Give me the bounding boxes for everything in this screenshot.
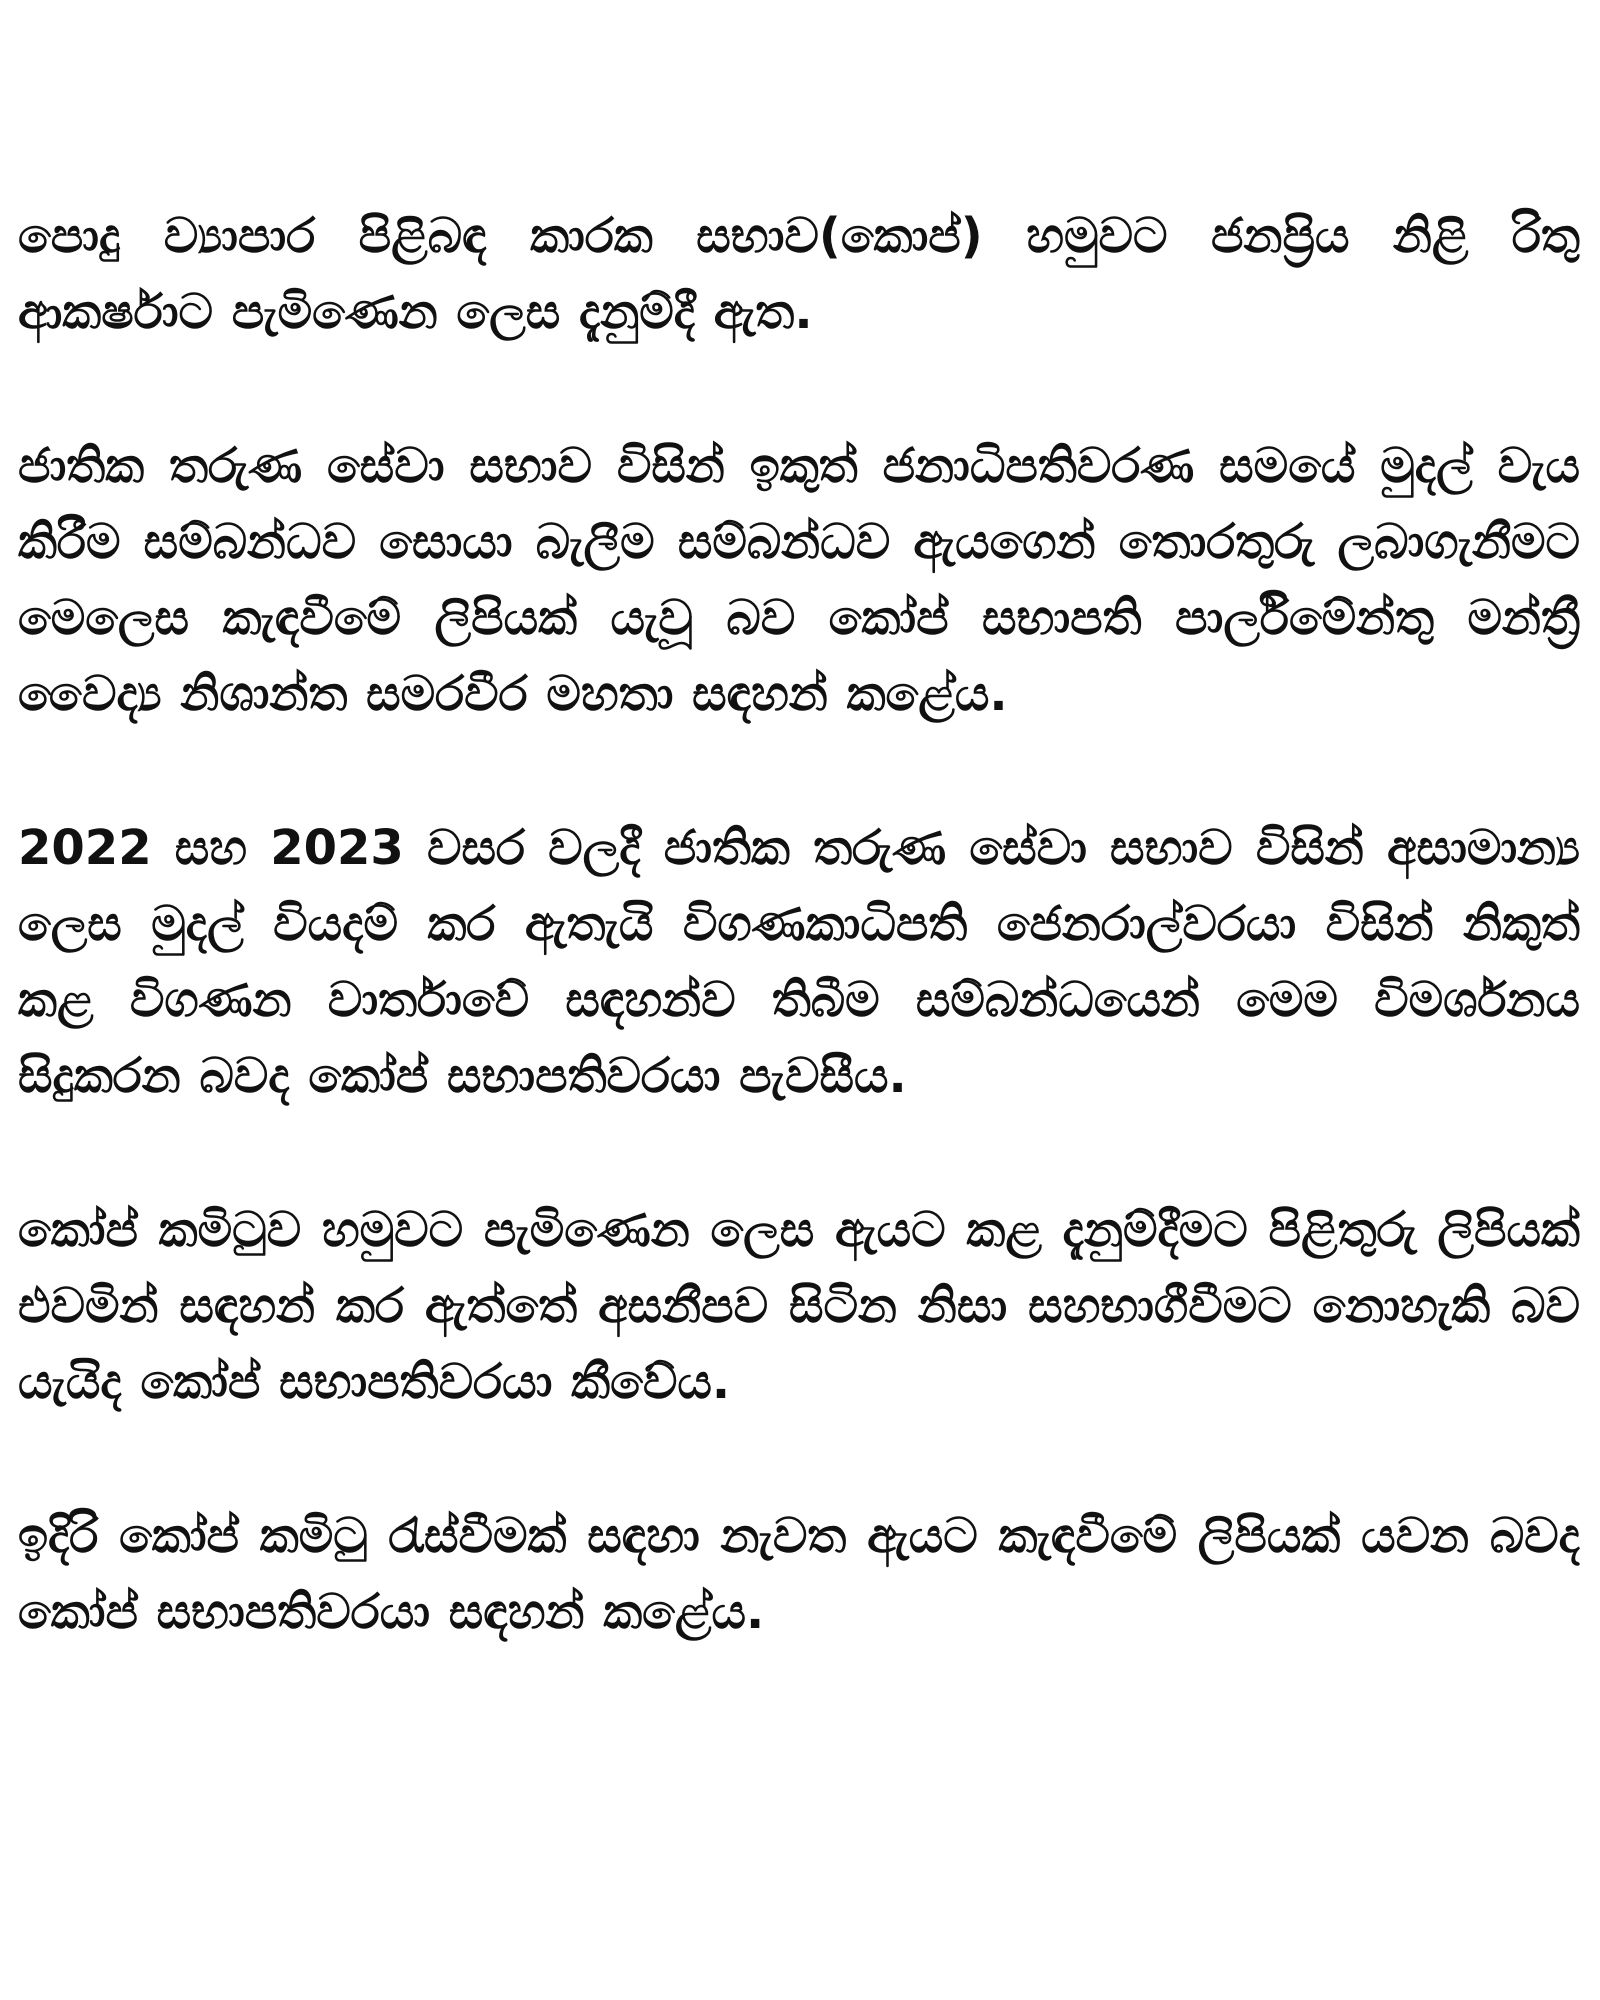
paragraph-3: 2022 සහ 2023 වසර වලදී ජාතික තරුණ සේවා සභාව විසින් අසාමාන්‍ය ලෙස මුදල් වියදම් කර ඇතැයි විගණකාධිපති ජෙනරාල්වරයා විසින් නිකුත් කළ විගණන වාර්තාවේ සඳහන්ව තිබීම සම්බන්ධයෙන් මෙම විමර්ශනය සිදුකරන බවද කෝප් සභාපතිවරයා පැවසීය. bbox=[18, 820, 1580, 1104]
paragraph-4: කෝප් කමිටුව හමුවට පැමිණෙන ලෙස ඇයට කළ දැනුම්දීමට පිළිතුරු ලිපියක් එවමින් සඳහන් කර ඇත්තේ අසනීපව සිටින නිසා සහභාගීවීමට නොහැකි බව යැයිද කෝප් සභාපතිවරයා කීවේය. bbox=[18, 1202, 1580, 1410]
paragraph-2: ජාතික තරුණ සේවා සභාව විසින් ඉකුත් ජනාධිපතිවරණ සමයේ මුදල් වැය කිරීම සම්බන්ධව සොයා බැලීම සම්බන්ධව ඇයගෙන් තොරතුරු ලබාගැනීමට මෙලෙස කැඳවීමේ ලිපියක් යැවූ බව කෝප් සභාපති පාර්ලිමේන්තු මන්ත්‍රී වෛද්‍ය නිශාන්ත සමරවීර මහතා සඳහන් කළේය. bbox=[18, 438, 1580, 722]
paragraph-1: පොදු ව්‍යාපාර පිළිබඳ කාරක සභාව(කොප්) හමුවට ජනප්‍රිය නිළි රිතු ආකර්ෂාට පැමිණෙන ලෙස දැනුම්දී ඇත. bbox=[18, 208, 1580, 340]
article-body bbox=[18, 198, 1580, 1650]
paragraph-5: ඉදිරි කෝප් කමිටු රැස්වීමක් සඳහා නැවත ඇයට කැඳවීමේ ලිපියක් යවන බවද කෝප් සභාපතිවරයා සඳහන් කළේය. bbox=[18, 1508, 1580, 1640]
